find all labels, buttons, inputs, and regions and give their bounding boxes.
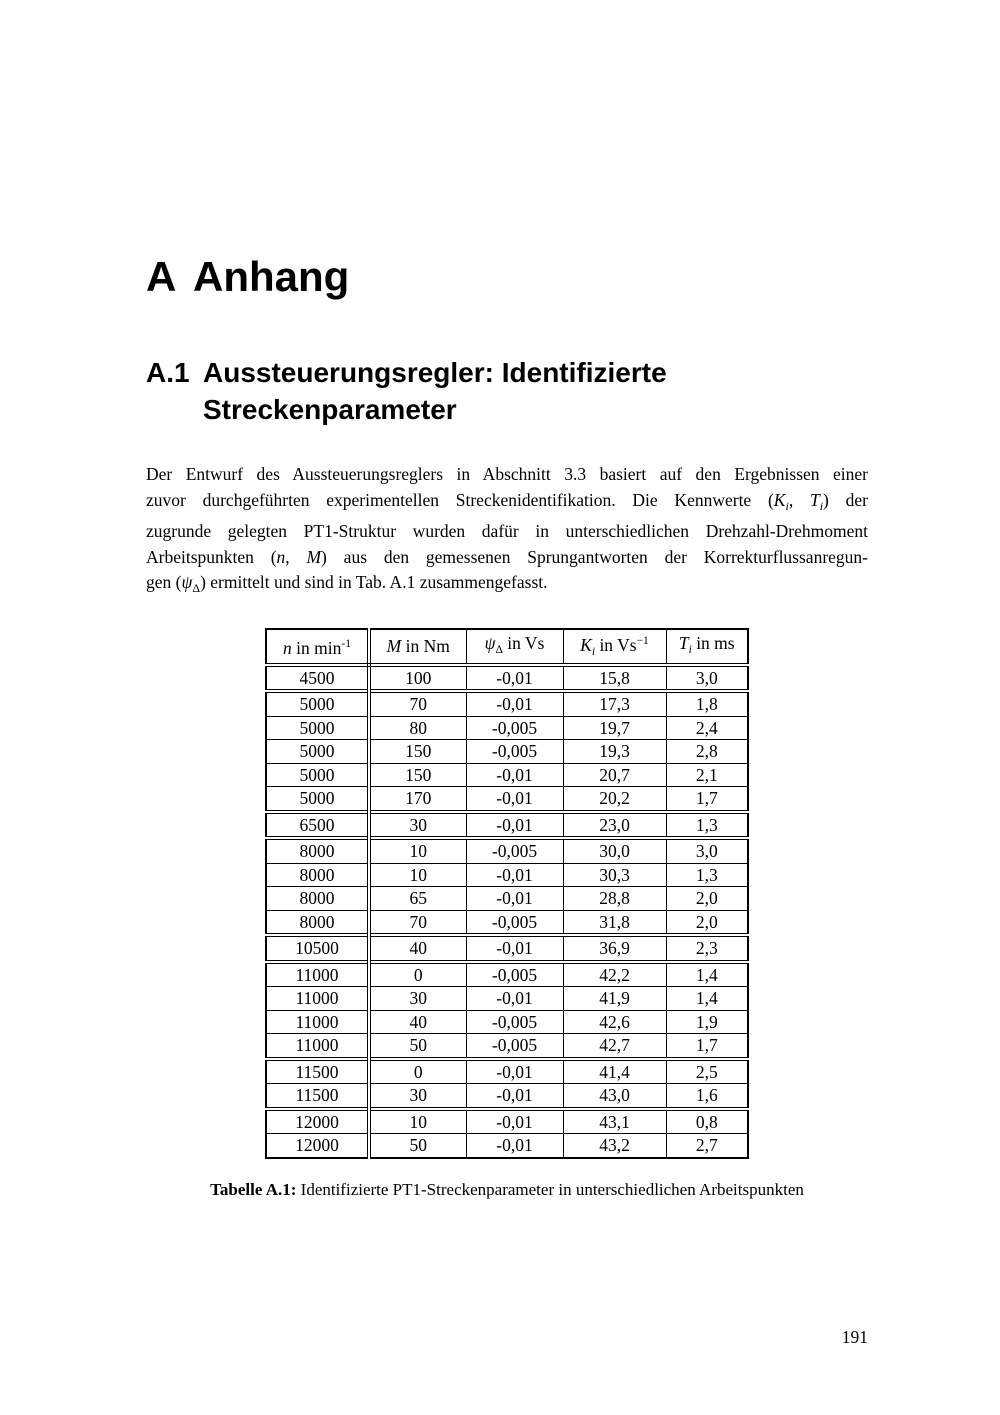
table-row <box>266 787 748 812</box>
paragraph-line: Der Entwurf des Aussteuerungsreglers in Abschnitt 3.3 basiert auf den Ergebnissen einer <box>146 464 868 484</box>
table-cell: 10 <box>369 838 466 863</box>
table-cell: 40 <box>369 1010 466 1034</box>
table-cell: 2,3 <box>666 935 748 962</box>
table-cell: 11500 <box>266 1084 369 1109</box>
table-cell: 41,4 <box>563 1059 666 1084</box>
table-row <box>266 838 748 863</box>
table-cell: 1,9 <box>666 1010 748 1034</box>
table-cell: -0,005 <box>466 716 563 740</box>
table-row <box>266 740 748 764</box>
table-row <box>266 1059 748 1084</box>
table-caption <box>146 1179 868 1201</box>
table-cell: 150 <box>369 740 466 764</box>
table-cell: 65 <box>369 887 466 911</box>
table-cell: 30 <box>369 1084 466 1109</box>
table-cell: 30,3 <box>563 863 666 887</box>
table-cell: 8000 <box>266 910 369 935</box>
table-cell: -0,005 <box>466 1034 563 1059</box>
table-cell: 2,8 <box>666 740 748 764</box>
column-header: n in $\min^{-1}$ <box>266 629 369 665</box>
table-cell: -0,01 <box>466 1084 563 1109</box>
section-title-line-1: Aussteuerungsregler: Identifizierte <box>203 357 667 388</box>
table-cell: -0,01 <box>466 665 563 692</box>
table-header-row <box>266 629 748 665</box>
table-row <box>266 812 748 839</box>
table-cell: -0,01 <box>466 691 563 716</box>
caption-text: Identifizierte PT1-Streckenparameter in unterschiedlichen Arbeitspunkten <box>296 1179 804 1199</box>
table-cell: 28,8 <box>563 887 666 911</box>
parameters-table <box>265 628 749 1159</box>
table-cell: 2,1 <box>666 763 748 787</box>
table-cell: 23,0 <box>563 812 666 839</box>
table-cell: 36,9 <box>563 935 666 962</box>
paragraph-line: Arbeitspunkten (n, M) aus den gemessenen Sprungantworten der Korrekturflussanregun- <box>146 546 868 567</box>
column-header: $T_i$ in ms <box>666 629 748 665</box>
table-cell: 30 <box>369 987 466 1011</box>
table-cell: 5000 <box>266 691 369 716</box>
caption-label: Tabelle A.1: <box>210 1179 297 1199</box>
table-row <box>266 665 748 692</box>
table-cell: 11000 <box>266 1010 369 1034</box>
table-cell: 31,8 <box>563 910 666 935</box>
column-header: $K_i$ in $Vs^{-1}$ <box>563 629 666 665</box>
table-row <box>266 987 748 1011</box>
table-cell: 42,2 <box>563 962 666 987</box>
table-cell: 70 <box>369 691 466 716</box>
table-cell: 2,5 <box>666 1059 748 1084</box>
table-cell: 50 <box>369 1034 466 1059</box>
chapter-title: Anhang <box>193 253 350 300</box>
section-title-line-2: Streckenparameter <box>203 394 457 425</box>
table-cell: 5000 <box>266 763 369 787</box>
table-cell: -0,01 <box>466 987 563 1011</box>
table-cell: 0 <box>369 1059 466 1084</box>
table-cell: -0,005 <box>466 962 563 987</box>
chapter-heading <box>146 0 868 300</box>
table-cell: 11500 <box>266 1059 369 1084</box>
table-cell: -0,01 <box>466 863 563 887</box>
table-cell: 1,6 <box>666 1084 748 1109</box>
table-cell: 2,0 <box>666 887 748 911</box>
column-header: M in Nm <box>369 629 466 665</box>
table-cell: 20,7 <box>563 763 666 787</box>
table-row <box>266 1034 748 1059</box>
table-row <box>266 716 748 740</box>
table-cell: -0,01 <box>466 1109 563 1134</box>
table-cell: 1,3 <box>666 812 748 839</box>
table-cell: -0,005 <box>466 740 563 764</box>
table-cell: 1,7 <box>666 787 748 812</box>
table-cell: 10 <box>369 1109 466 1134</box>
table-cell: 150 <box>369 763 466 787</box>
table-cell: 11000 <box>266 1034 369 1059</box>
table-cell: 30 <box>369 812 466 839</box>
table-cell: 19,7 <box>563 716 666 740</box>
table-cell: 2,7 <box>666 1134 748 1158</box>
table-cell: 12000 <box>266 1109 369 1134</box>
table-cell: -0,01 <box>466 763 563 787</box>
table-cell: 40 <box>369 935 466 962</box>
table-cell: 2,0 <box>666 910 748 935</box>
table-cell: 170 <box>369 787 466 812</box>
table-cell: 42,7 <box>563 1034 666 1059</box>
table-cell: 3,0 <box>666 838 748 863</box>
table-cell: -0,01 <box>466 812 563 839</box>
table-cell: 80 <box>369 716 466 740</box>
table-cell: 1,7 <box>666 1034 748 1059</box>
table-cell: 42,6 <box>563 1010 666 1034</box>
table-row <box>266 910 748 935</box>
table-cell: 5000 <box>266 787 369 812</box>
table-cell: 50 <box>369 1134 466 1158</box>
table-cell: 5000 <box>266 716 369 740</box>
paragraph-line: zuvor durchgeführten experimentellen Streckenidentifikation. Die Kennwerte ($K_i$, $T_i$) der <box>146 489 868 513</box>
table-cell: -0,005 <box>466 1010 563 1034</box>
column-header: $\psi_\Delta$ in Vs <box>466 629 563 665</box>
table-row <box>266 763 748 787</box>
table-cell: 1,8 <box>666 691 748 716</box>
table-cell: 41,9 <box>563 987 666 1011</box>
table-cell: 15,8 <box>563 665 666 692</box>
table-cell: 0 <box>369 962 466 987</box>
table-container <box>146 628 868 1159</box>
section-title <box>203 354 667 428</box>
section-heading <box>146 354 868 428</box>
table-cell: 6500 <box>266 812 369 839</box>
table-cell: 12000 <box>266 1134 369 1158</box>
table-cell: 100 <box>369 665 466 692</box>
table-cell: 8000 <box>266 887 369 911</box>
table-cell: -0,005 <box>466 838 563 863</box>
table-row <box>266 1134 748 1158</box>
table-cell: 8000 <box>266 838 369 863</box>
table-cell: 1,3 <box>666 863 748 887</box>
table-row <box>266 1109 748 1134</box>
table-cell: 2,4 <box>666 716 748 740</box>
chapter-number: A <box>146 253 177 300</box>
table-cell: 11000 <box>266 987 369 1011</box>
table-cell: -0,01 <box>466 787 563 812</box>
table-cell: 4500 <box>266 665 369 692</box>
table-cell: 1,4 <box>666 962 748 987</box>
table-cell: -0,01 <box>466 1059 563 1084</box>
page-number: 191 <box>841 1327 868 1347</box>
table-cell: 43,2 <box>563 1134 666 1158</box>
table-cell: 5000 <box>266 740 369 764</box>
table-row <box>266 1010 748 1034</box>
table-row <box>266 962 748 987</box>
table-cell: 19,3 <box>563 740 666 764</box>
table-row <box>266 691 748 716</box>
body-paragraph <box>146 462 868 602</box>
table-cell: 43,0 <box>563 1084 666 1109</box>
table-cell: -0,01 <box>466 935 563 962</box>
table-row <box>266 887 748 911</box>
section-number: A.1 <box>146 357 190 388</box>
table-row <box>266 1084 748 1109</box>
table-cell: 43,1 <box>563 1109 666 1134</box>
table-cell: 11000 <box>266 962 369 987</box>
table-row <box>266 935 748 962</box>
table-cell: 3,0 <box>666 665 748 692</box>
paragraph-line: gen $(\psi_\Delta)$ ermittelt und sind in Tab. A.1 zusammengefasst. <box>146 572 548 595</box>
table-cell: 20,2 <box>563 787 666 812</box>
table-cell: 30,0 <box>563 838 666 863</box>
table-cell: -0,005 <box>466 910 563 935</box>
table-cell: -0,01 <box>466 887 563 911</box>
table-cell: 1,4 <box>666 987 748 1011</box>
page-content <box>146 0 868 1201</box>
table-cell: 10500 <box>266 935 369 962</box>
table-cell: 0,8 <box>666 1109 748 1134</box>
table-cell: 70 <box>369 910 466 935</box>
table-body <box>266 665 748 1158</box>
paragraph-line: zugrunde gelegten PT1-Struktur wurden dafür in unterschiedlichen Drehzahl-Drehmoment <box>146 521 868 541</box>
table-row <box>266 863 748 887</box>
table-cell: -0,01 <box>466 1134 563 1158</box>
table-cell: 8000 <box>266 863 369 887</box>
table-cell: 17,3 <box>563 691 666 716</box>
table-cell: 10 <box>369 863 466 887</box>
